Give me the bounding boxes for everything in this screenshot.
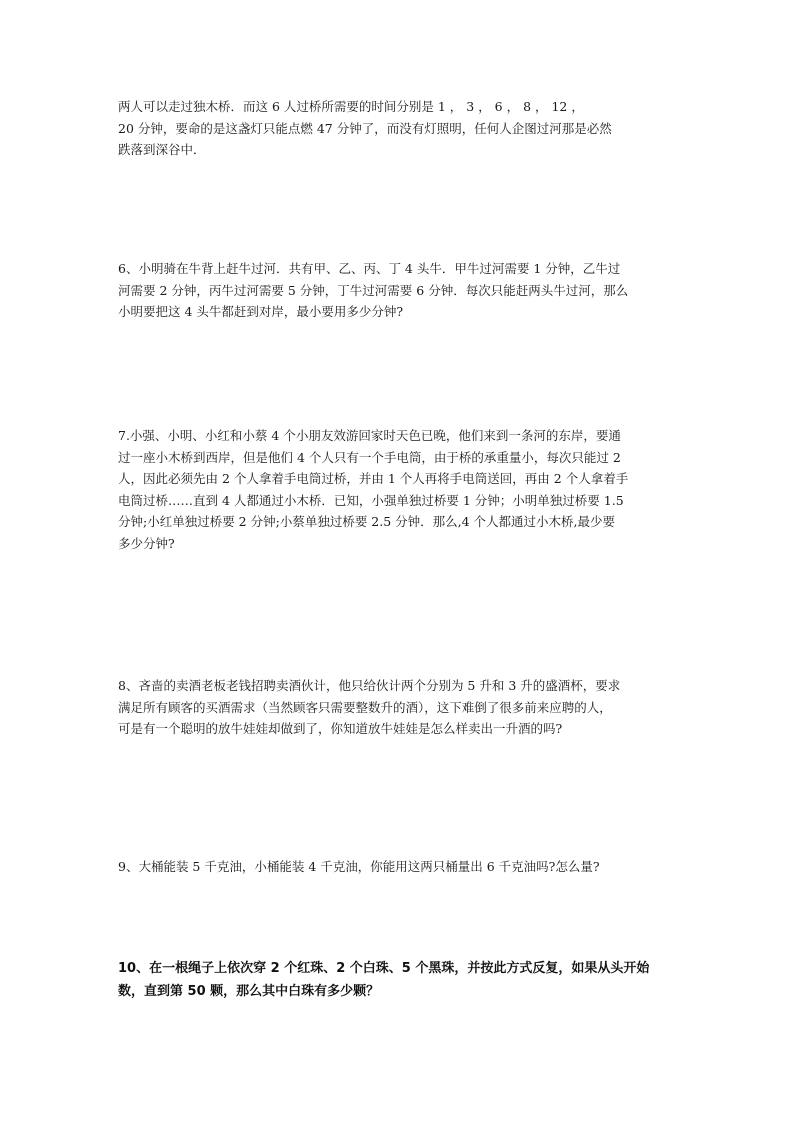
problem-6-text xyxy=(118,258,680,323)
text-line: 可是有一个聪明的放牛娃娃却做到了，你知道放牛娃娃是怎么样卖出一升酒的吗? xyxy=(118,721,563,736)
text-line: 河需要 2 分钟，丙牛过河需要 5 分钟，丁牛过河需要 6 分钟．每次只能赶两头牛过河，那么 xyxy=(118,282,629,298)
text-line: 9、大桶能装 5 千克油，小桶能装 4 千克油，你能用这两只桶量出 6 千克油吗?怎么量? xyxy=(118,859,600,874)
text-line: 6、小明骑在牛背上赶牛过河．共有甲、乙、丙、丁 4 头牛．甲牛过河需要 1 分钟，乙牛过 xyxy=(118,261,621,276)
text-line: 数，直到第 50 颗，那么其中白珠有多少颗？ xyxy=(118,984,380,999)
text-line: 10、在一根绳子上依次穿 2 个红珠、2 个白珠、5 个黑珠，并按此方式反复，如果从头开始 xyxy=(118,961,650,976)
text-line: 分钟;小红单独过桥要 2 分钟;小蔡单独过桥要 2.5 分钟．那么,4 个人都通过小木桥,最少要 xyxy=(118,514,616,529)
text-line: 跌落到深谷中． xyxy=(118,142,206,157)
text-line: 人，因此必须先由 2 个人拿着手电筒过桥，并由 1 个人再将手电筒送回，再由 2 个人拿着手 xyxy=(118,471,629,486)
text-line: 多少分钟? xyxy=(118,535,175,551)
problem-9-text xyxy=(118,856,680,878)
problem-5-text xyxy=(118,96,680,161)
text-line: 满足所有顾客的买酒需求（当然顾客只需要整数升的酒），这下难倒了很多前来应聘的人， xyxy=(118,699,612,715)
text-line: 8、吝啬的卖酒老板老钱招聘卖酒伙计，他只给伙计两个分别为 5 升和 3 升的盛酒杯，要求 xyxy=(118,678,621,693)
problem-7-text xyxy=(118,425,680,554)
text-line: 电筒过桥……直到 4 人都通过小木桥．已知，小强单独过桥要 1 分钟；小明单独过桥要 1.5 xyxy=(118,492,624,508)
text-line: 过一座小木桥到西岸，但是他们 4 个人只有一个手电筒，由于桥的承重量小，每次只能过 2 xyxy=(118,449,621,465)
problem-10-text xyxy=(118,957,680,1003)
problem-8-text xyxy=(118,675,680,740)
text-line: 小明要把这 4 头牛都赶到对岸，最小要用多少分钟? xyxy=(118,304,404,319)
text-line: 两人可以走过独木桥．而这 6 人过桥所需要的时间分别是 1 ， 3 ， 6 ， 8 ， 12 ， xyxy=(118,99,584,114)
text-line: 7.小强、小明、小红和小蔡 4 个小朋友效游回家时天色已晚，他们来到一条河的东岸，要通 xyxy=(118,428,621,443)
text-line: 20 分钟，要命的是这盏灯只能点燃 47 分钟了，而没有灯照明，任何人企图过河那是必然 xyxy=(118,120,612,136)
